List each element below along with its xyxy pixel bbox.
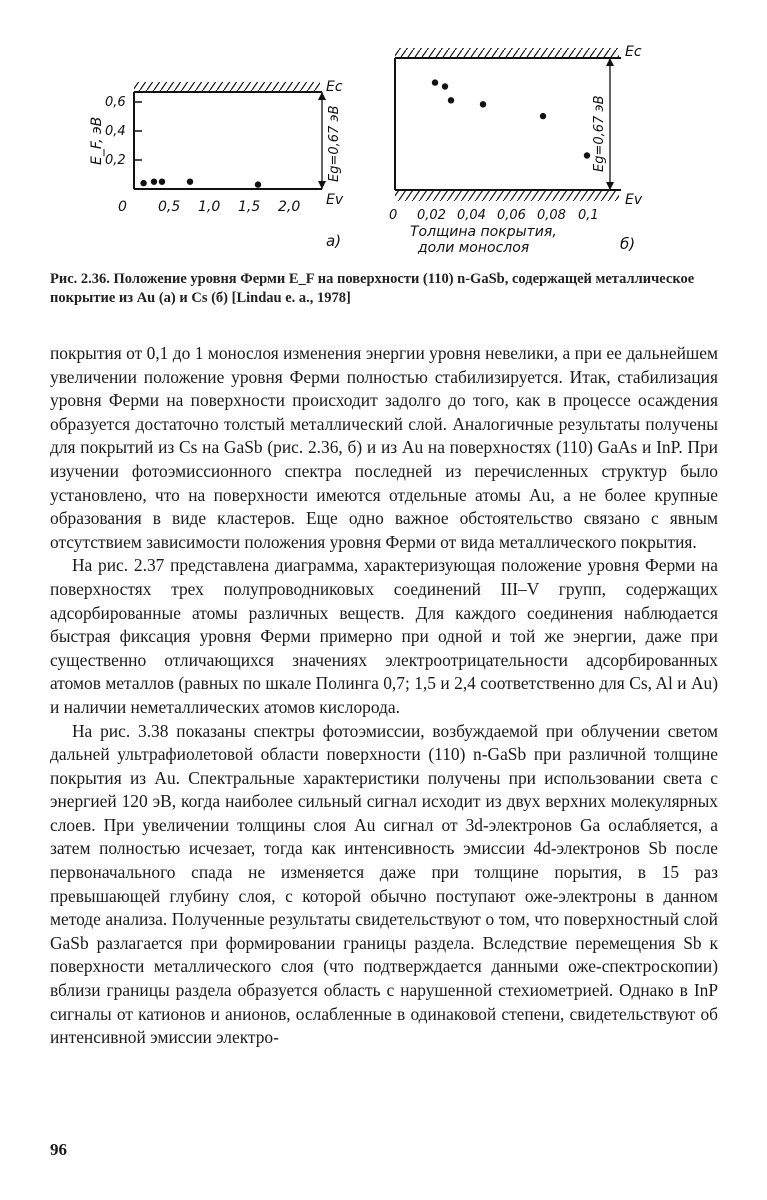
panel-b-point: [540, 113, 546, 119]
paragraph-2: На рис. 2.37 представлена диаграмма, характеризующая положение уровня Ферми на поверхностях трех полупроводниковых соединений III–V групп, содержащих адсорбированные атомы различных веществ. Для каждого соединения наблюдается быстрая фиксация уровня Ферми примерно при одной и той же энергии, даже при существенно отличающихся значениях электроотрицательности адсорбированных атомов металлов (равных по шкале Полинга 0,7; 1,5 и 2,4 соответственно для Cs, Al и Au) и наличии неметаллических атомов кислорода.: [50, 555, 718, 717]
panel-b-xtick-label-002: 0,02: [417, 208, 446, 223]
panel-a-arrow-up: [318, 92, 326, 100]
panel-b-xtick-label-004: 0,04: [457, 208, 486, 223]
panel-b-point: [432, 79, 438, 85]
panel-a-xtick-label-20: 2,0: [278, 199, 301, 215]
panel-b: [389, 44, 643, 256]
panel-a-xtick-label-15: 1,5: [238, 199, 261, 215]
panel-a-point: [159, 179, 165, 185]
panel-a-points: [140, 179, 261, 188]
panel-b-xtick-label-006: 0,06: [497, 208, 526, 223]
panel-a-y-label: E_F, эВ: [89, 116, 105, 165]
panel-a-point: [187, 179, 193, 185]
panel-b-conduction-hatch: [395, 48, 619, 58]
panel-a-conduction-hatch: [134, 82, 320, 92]
panel-b-xlabel-line1: Толщина покрытия,: [410, 224, 557, 240]
caption-label: Рис. 2.36.: [50, 271, 110, 287]
panel-b-arrow-down: [606, 182, 614, 190]
panel-b-xtick-label-01: 0,1: [578, 208, 599, 223]
panel-b-point: [448, 97, 454, 103]
panel-b-point: [442, 83, 448, 89]
figure-svg: [0, 0, 767, 265]
panel-a: [89, 79, 344, 250]
panel-a-ytick-label-06: 0,6: [105, 95, 126, 110]
figure-2-36: [0, 0, 767, 265]
panel-b-points: [432, 79, 590, 158]
panel-a-xtick-label-10: 1,0: [198, 199, 221, 215]
panel-a-arrow-down: [318, 181, 326, 189]
panel-a-ytick-label-04: 0,4: [105, 124, 126, 139]
figure-caption: [50, 270, 722, 308]
panel-b-label: б): [620, 235, 636, 253]
panel-b-xtick-label-008: 0,08: [537, 208, 566, 223]
panel-b-xlabel-line2: доли монослоя: [418, 240, 530, 256]
page-number: 96: [50, 1140, 67, 1159]
panel-b-gap-label: Eg=0,67 эВ: [592, 95, 607, 172]
panel-a-point: [140, 180, 146, 186]
paragraph-1: покрытия от 0,1 до 1 монослоя изменения энергии уровня невелики, а при ее дальнейшем увеличении положение уровня Ферми полностью стабилизируется. Итак, стабилизация уровня Ферми на поверхности происходит задолго до того, как в процессе осаждения образуется достаточно толстый металлический слой. Аналогичные результаты получены для покрытий из Cs на GaSb (рис. 2.36, б) и из Au на поверхностях (110) GaAs и InP. При изучении фотоэмиссионного спектра последней из перечисленных структур было установлено, что на поверхности имеются отдельные атомы Au, а не более крупные образования в виде кластеров. Еще одно важное обстоятельство связано с явным отсутствием зависимости положения уровня Ферми от вида металлического покрытия.: [50, 343, 718, 552]
panel-b-arrow-up: [606, 58, 614, 66]
panel-b-ev-label: Ev: [625, 192, 643, 208]
panel-a-point: [255, 181, 261, 187]
panel-a-label: a): [326, 232, 342, 250]
panel-a-ec-label: Ec: [326, 79, 343, 95]
panel-a-xtick-label-05: 0,5: [158, 199, 181, 215]
panel-a-xtick-label-0: 0: [118, 199, 127, 215]
paragraph-3: На рис. 3.38 показаны спектры фотоэмиссии, возбуждаемой при облучении светом дальней ультрафиолетовой области поверхности (110) n-GaSb при различной толщине покрытия из Au. Спектральные характеристики получены при использовании света с энергией 120 эВ, когда наиболее сильный сигнал исходит из двух верхних молекулярных слоев. При увеличении толщины слоя Au сигнал от 3d-электронов Ga ослабляется, а затем полностью исчезает, тогда как интенсивность эмиссии 4d-электронов Sb после первоначального спада не изменяется даже при толщине порытия, в 15 раз превышающей глубину слоя, с которой обычно поступают оже-электроны в данном методе анализа. Полученные результаты свидетельствуют о том, что поверхностный слой GaSb разлагается при формировании границы раздела. Вследствие перемещения Sb к поверхности металлического слоя (что подтверждается данными оже-спектроскопии) вблизи границы раздела образуется область с нарушенной стехиометрией. Однако в InP сигналы от катионов и анионов, ослабленные в одинаковой степени, свидетельствуют об интенсивной эмиссии электро-: [50, 720, 718, 1048]
panel-a-point: [151, 179, 157, 185]
panel-b-point: [480, 101, 486, 107]
body-text: [50, 342, 718, 1050]
caption-text: Положение уровня Ферми E_F на поверхности (110) n-GaSb, содержащей металлическое покрытие из Au (a) и Cs (б) [Lindau e. a., 1978]: [50, 271, 695, 306]
panel-a-ytick-label-02: 0,2: [105, 153, 126, 168]
panel-b-xtick-label-0: 0: [389, 208, 398, 223]
panel-b-ec-label: Ec: [625, 44, 642, 60]
panel-a-gap-label: Eg=0,67 эВ: [327, 105, 342, 182]
panel-b-point: [584, 152, 590, 158]
panel-a-ev-label: Ev: [326, 192, 344, 208]
panel-b-valence-hatch: [395, 191, 619, 201]
